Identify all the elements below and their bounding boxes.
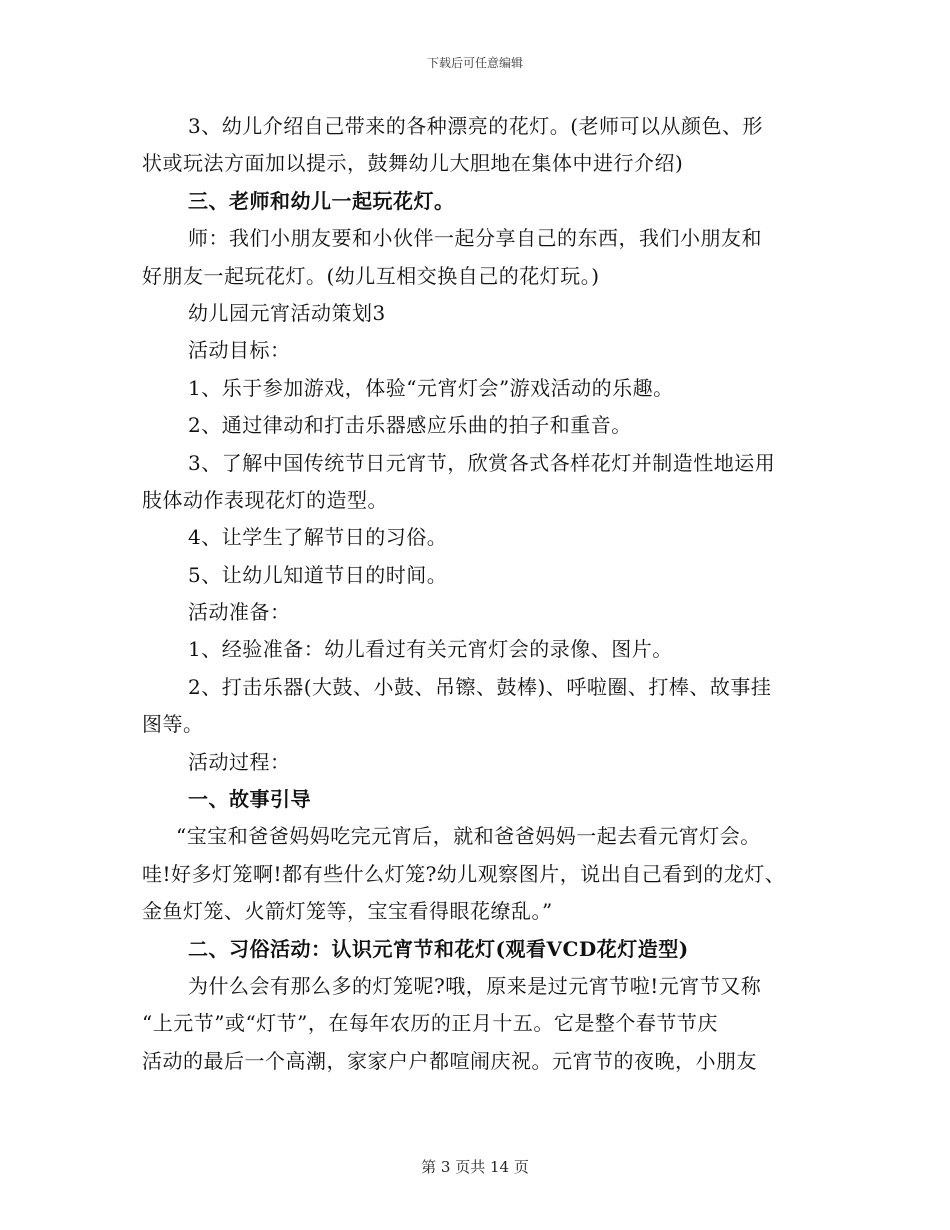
paragraph-line: 状或玩法方面加以提示，鼓舞幼儿大胆地在集体中进行介绍) <box>142 151 684 176</box>
section-heading: 二、习俗活动：认识元宵节和花灯(观看VCD花灯造型) <box>188 936 689 961</box>
paragraph-line: 活动准备： <box>188 600 291 625</box>
document-body <box>142 108 812 1080</box>
paragraph-line: 为什么会有那么多的灯笼呢?哦，原来是过元宵节啦!元宵节又称 <box>188 973 762 998</box>
paragraph-line: 好朋友一起玩花灯。(幼儿互相交换自己的花灯玩。) <box>142 263 600 288</box>
paragraph-line: 图等。 <box>142 712 204 737</box>
list-item: 1、经验准备：幼儿看过有关元宵灯会的录像、图片。 <box>188 637 673 662</box>
section-heading: 三、老师和幼儿一起玩花灯。 <box>188 188 455 213</box>
paragraph-line: 3、幼儿介绍自己带来的各种漂亮的花灯。(老师可以从颜色、形 <box>188 114 764 138</box>
subtitle-line: 幼儿园元宵活动策划3 <box>188 300 386 325</box>
paragraph-line: “宝宝和爸爸妈妈吃完元宵后，就和爸爸妈妈一起去看元宵灯会。 <box>176 824 761 849</box>
list-item: 1、乐于参加游戏，体验“元宵灯会”游戏活动的乐趣。 <box>188 375 674 400</box>
paragraph-line: 活动的最后一个高潮，家家户户都喧闹庆祝。元宵节的夜晚，小朋友 <box>142 1048 757 1073</box>
paragraph-line: 肢体动作表现花灯的造型。 <box>142 487 388 512</box>
list-item: 3、了解中国传统节日元宵节，欣赏各式各样花灯并制造性地运用 <box>188 450 776 475</box>
list-item: 4、让学生了解节日的习俗。 <box>188 525 448 550</box>
list-item: 5、让幼儿知道节日的时间。 <box>188 562 448 587</box>
paragraph-line: 哇!好多灯笼啊!都有些什么灯笼?幼儿观察图片，说出自己看到的龙灯、 <box>142 861 786 886</box>
paragraph-line: 金鱼灯笼、火箭灯笼等，宝宝看得眼花缭乱。” <box>142 899 553 924</box>
paragraph-line: “上元节”或“灯节”，在每年农历的正月十五。它是整个春节节庆 <box>142 1011 718 1036</box>
paragraph-line: 活动过程： <box>188 749 291 774</box>
list-item: 2、通过律动和打击乐器感应乐曲的拍子和重音。 <box>188 413 632 438</box>
paragraph-line: 师：我们小朋友要和小伙伴一起分享自己的东西，我们小朋友和 <box>188 226 762 251</box>
page-footer: 第 3 页共 14 页 <box>421 1158 529 1176</box>
section-heading: 一、故事引导 <box>188 787 311 812</box>
page-header: 下载后可任意编辑 <box>426 56 523 70</box>
paragraph-line: 活动目标： <box>188 338 291 363</box>
list-item: 2、打击乐器(大鼓、小鼓、吊镲、鼓棒)、呼啦圈、打棒、故事挂 <box>188 674 772 699</box>
